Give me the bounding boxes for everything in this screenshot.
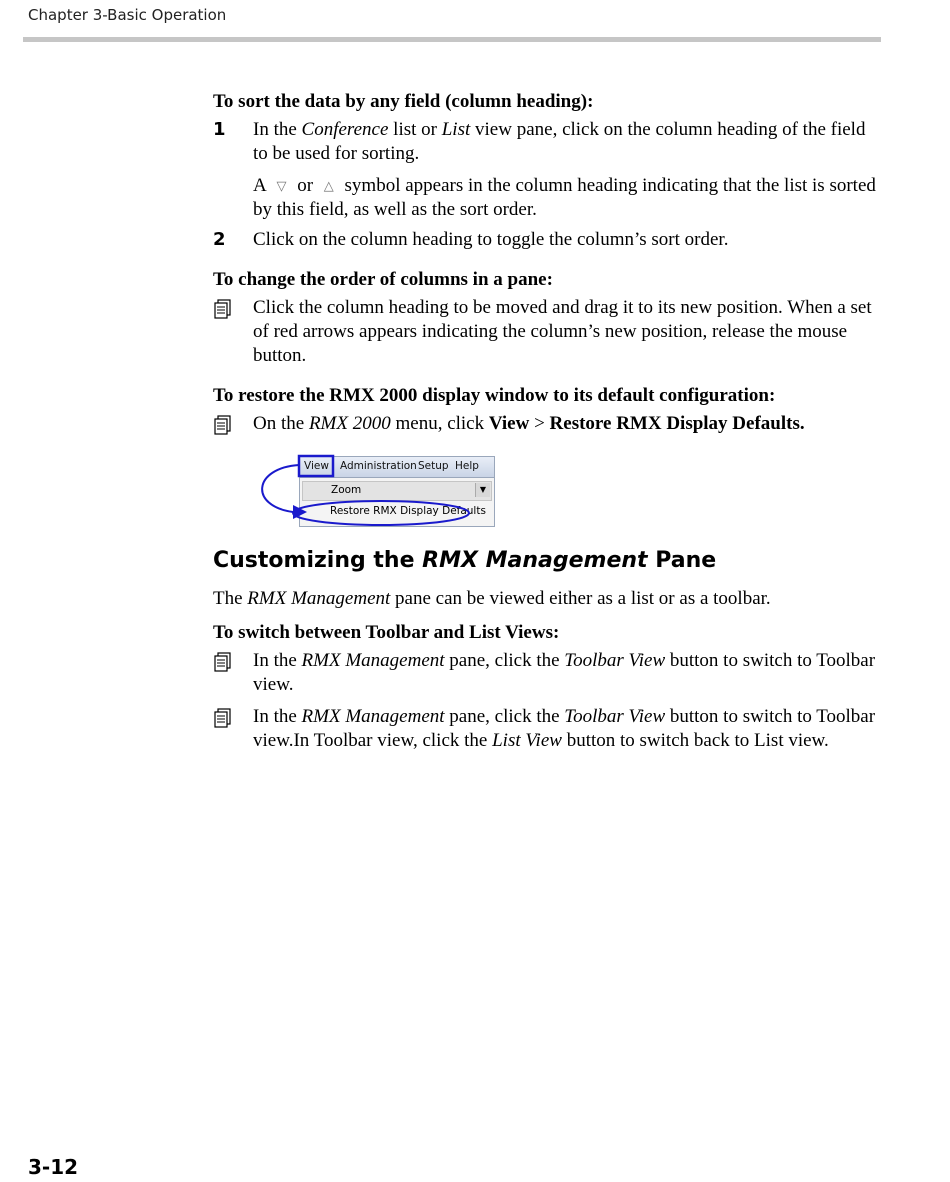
step-number: 1 [213, 119, 226, 140]
running-header: Chapter 3-Basic Operation [28, 6, 227, 24]
order-heading: To change the order of columns in a pane: [213, 269, 553, 290]
notepad-icon [213, 708, 233, 728]
sort-symbol-note: A ▽ or △ symbol appears in the column heading indicating that the list is sorted by this field, as well as the sort order. [253, 175, 876, 220]
header-rule [23, 37, 881, 42]
sort-ascending-icon: △ [323, 178, 334, 193]
menu-administration[interactable]: Administration [340, 460, 417, 472]
switch-item-1: In the RMX Management pane, click the Toolbar View button to switch to Toolbar view. [213, 649, 883, 697]
section-intro: The RMX Management pane can be viewed either as a list or as a toolbar. [213, 588, 771, 609]
sort-step-2: 2 Click on the column heading to toggle the column’s sort order. [213, 229, 729, 250]
page-number: 3-12 [28, 1155, 79, 1179]
sort-heading: To sort the data by any field (column heading): [213, 91, 594, 112]
step-number: 2 [213, 229, 226, 250]
section-title: Customizing the RMX Management Pane [213, 548, 717, 573]
sort-step-1: 1 In the Conference list or List view pane, click on the column heading of the field to be used for sorting. [213, 119, 866, 164]
sort-descending-icon: ▽ [276, 178, 287, 193]
menu-setup[interactable]: Setup [418, 460, 449, 472]
switch-item-2: In the RMX Management pane, click the Toolbar View button to switch to Toolbar view.In Toolbar view, click the List View button to switch back to List view. [213, 705, 883, 753]
menu-screenshot [253, 448, 503, 526]
chevron-down-icon[interactable]: ▼ [475, 483, 490, 497]
highlight-overlay [253, 448, 503, 528]
page-content [213, 90, 883, 759]
menu-view[interactable]: View [304, 460, 329, 472]
zoom-select[interactable]: Zoom ▼ [302, 481, 492, 501]
restore-item: On the RMX 2000 menu, click View > Restore RMX Display Defaults. [213, 412, 883, 436]
order-item: Click the column heading to be moved and drag it to its new position. When a set of red arrows appears indicating the column’s new position, release the mouse button. [213, 296, 883, 368]
menu-help[interactable]: Help [455, 460, 479, 472]
notepad-icon [213, 652, 233, 672]
restore-defaults-item[interactable]: Restore RMX Display Defaults [330, 505, 486, 517]
notepad-icon [213, 299, 233, 319]
restore-heading: To restore the RMX 2000 display window to its default configuration: [213, 385, 776, 406]
notepad-icon [213, 415, 233, 435]
switch-heading: To switch between Toolbar and List Views: [213, 622, 560, 643]
